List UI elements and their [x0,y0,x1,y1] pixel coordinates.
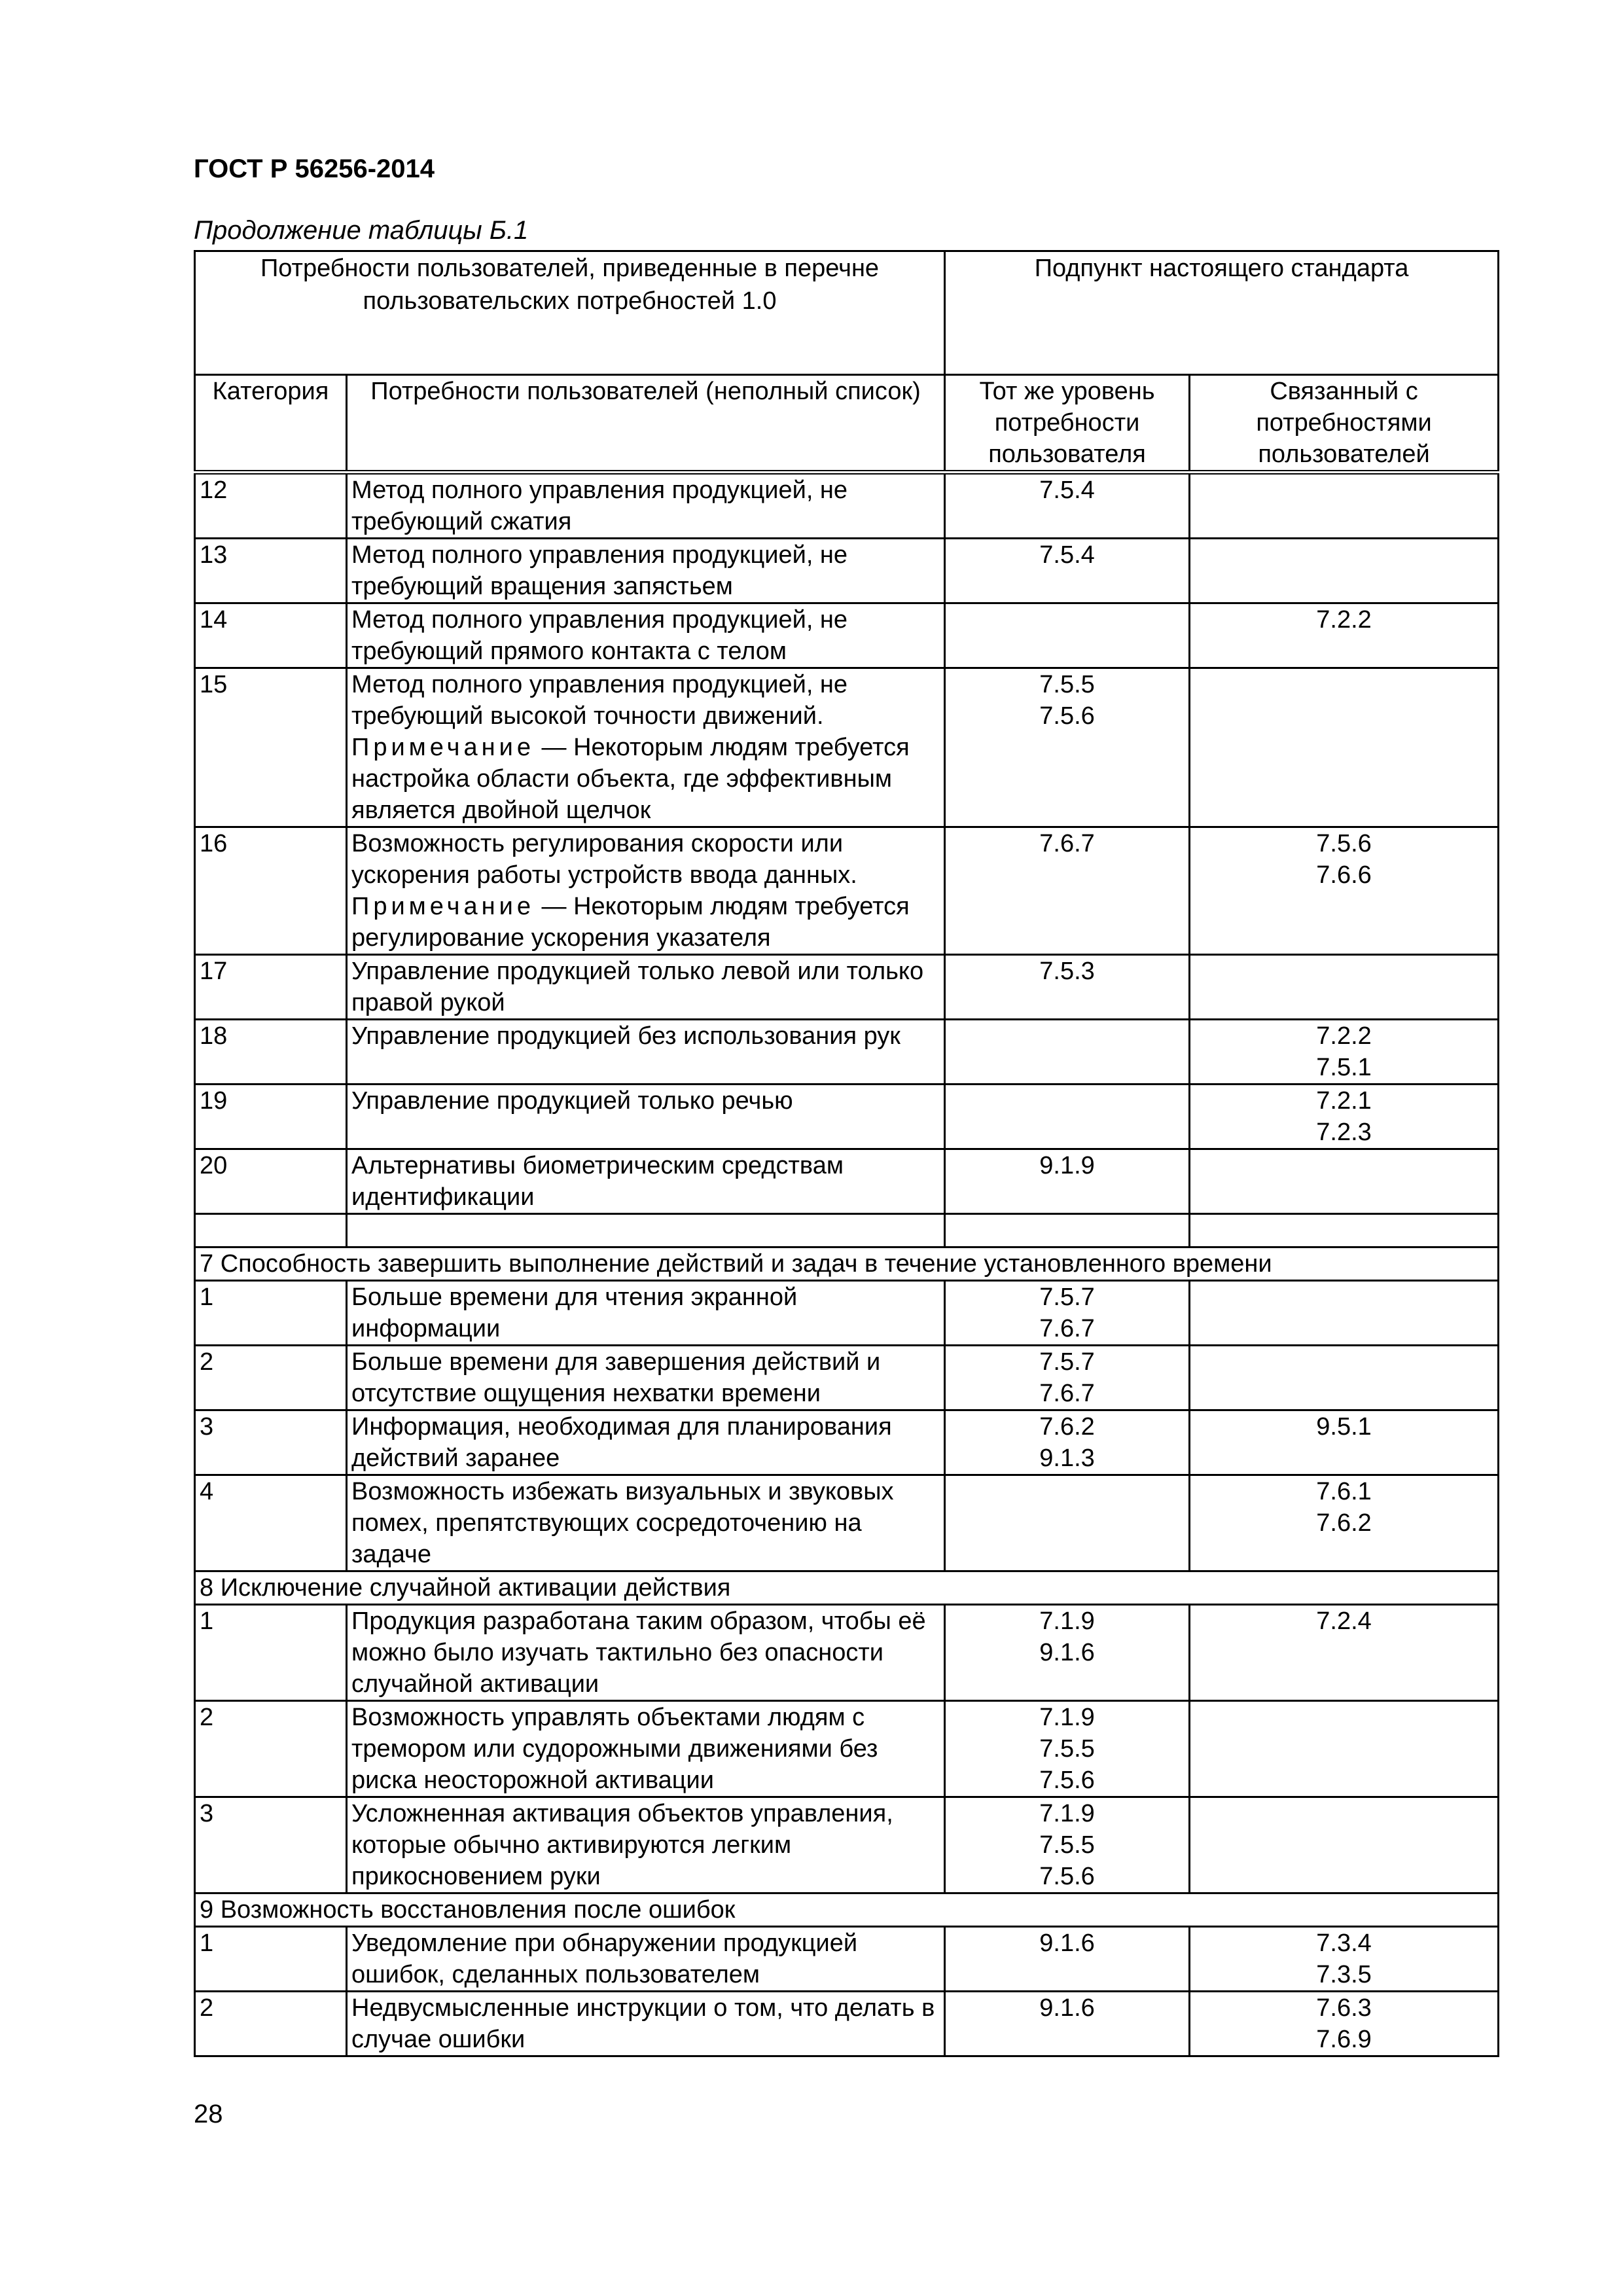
row-same-level: 7.6.7 [945,827,1190,955]
row-need-text [347,473,945,539]
section-title: 7 Способность завершить выполнение действий и задач в течение установленного времени [195,1247,1499,1281]
table-row [195,1085,1499,1149]
section-title: 8 Исключение случайной активации действия [195,1571,1499,1605]
row-same-level: 7.5.7 7.6.7 [945,1346,1190,1410]
need-text: Метод полного управления продукцией, не требующий высокой точности движений. [351,671,848,730]
row-related [1190,473,1499,539]
need-text: Возможность управлять объектами людям с тремором или судорожными движениями без риска неосторожной активации [351,1704,878,1794]
empty-cell [347,1214,945,1247]
row-same-level: 7.5.3 [945,955,1190,1020]
row-same-level: 9.1.9 [945,1149,1190,1214]
table-row [195,603,1499,668]
document-code: ГОСТ Р 56256-2014 [194,154,435,183]
row-related [1190,539,1499,603]
need-text: Продукция разработана таким образом, чтобы её можно было изучать тактильно без опасности случайной активации [351,1607,926,1698]
need-text: Управление продукцией только левой или только правой рукой [351,958,924,1016]
row-need-text [347,1797,945,1893]
row-number: 17 [195,955,347,1020]
row-number: 16 [195,827,347,955]
row-need-text [347,955,945,1020]
row-related: 7.2.2 [1190,603,1499,668]
row-note [351,732,940,826]
row-related: 9.5.1 [1190,1410,1499,1475]
table-row [195,473,1499,539]
header-group-needs: Потребности пользователей, приведенные в перечне пользовательских потребностей 1.0 [195,251,945,375]
row-number: 15 [195,668,347,827]
header-same-level: Тот же уровень потребности пользователя [945,375,1190,473]
empty-cell [945,1214,1190,1247]
row-number: 4 [195,1475,347,1571]
row-related: 7.5.6 7.6.6 [1190,827,1499,955]
table-row [195,539,1499,603]
need-text: Усложненная активация объектов управления, которые обычно активируются легким прикосновением руки [351,1800,893,1890]
row-need-text [347,1701,945,1797]
row-same-level: 7.6.2 9.1.3 [945,1410,1190,1475]
need-text: Больше времени для чтения экранной информации [351,1283,798,1342]
row-need-text [347,1346,945,1410]
row-same-level: 7.1.9 7.5.5 7.5.6 [945,1701,1190,1797]
table-row [195,827,1499,955]
row-need-text [347,1605,945,1701]
row-related [1190,1701,1499,1797]
row-need-text [347,539,945,603]
row-number: 14 [195,603,347,668]
row-need-text [347,603,945,668]
row-number: 1 [195,1281,347,1346]
header-row-columns [195,375,1499,473]
row-number: 2 [195,1346,347,1410]
need-text: Метод полного управления продукцией, не требующий прямого контакта с телом [351,606,848,665]
header-needs: Потребности пользователей (неполный список) [347,375,945,473]
row-same-level: 7.5.4 [945,473,1190,539]
row-number: 12 [195,473,347,539]
need-text: Больше времени для завершения действий и отсутствие ощущения нехватки времени [351,1348,881,1407]
row-same-level [945,1475,1190,1571]
row-number: 2 [195,1701,347,1797]
row-need-text [347,1149,945,1214]
row-related: 7.6.1 7.6.2 [1190,1475,1499,1571]
row-need-text [347,668,945,827]
row-related: 7.2.4 [1190,1605,1499,1701]
need-text: Информация, необходимая для планирования действий заранее [351,1413,892,1472]
row-same-level [945,1020,1190,1085]
section-row [195,1247,1499,1281]
row-number: 20 [195,1149,347,1214]
page-number: 28 [194,2100,223,2128]
note-label: Примечание [351,734,535,761]
section-row [195,1893,1499,1927]
note-text: — Некоторым людям требуется регулирование ускорения указателя [351,893,910,952]
row-number: 3 [195,1410,347,1475]
row-related [1190,1149,1499,1214]
empty-row [195,1214,1499,1247]
row-number: 1 [195,1927,347,1992]
table-caption: Продолжение таблицы Б.1 [194,216,529,245]
row-number: 1 [195,1605,347,1701]
table-row [195,1020,1499,1085]
row-same-level [945,1085,1190,1149]
header-row-group [195,251,1499,375]
table-row [195,1797,1499,1893]
note-text: — Некоторым людям требуется настройка области объекта, где эффективным является двойной щелчок [351,734,910,824]
requirements-table [194,250,1499,2057]
row-need-text [347,1020,945,1085]
table-row [195,955,1499,1020]
table-row [195,668,1499,827]
row-related [1190,1346,1499,1410]
row-related [1190,668,1499,827]
note-label: Примечание [351,893,535,920]
row-same-level: 7.5.7 7.6.7 [945,1281,1190,1346]
empty-cell [195,1214,347,1247]
row-same-level: 7.5.4 [945,539,1190,603]
header-related: Связанный с потребностями пользователей [1190,375,1499,473]
row-same-level: 9.1.6 [945,1992,1190,2056]
row-need-text [347,1281,945,1346]
table-row [195,1992,1499,2056]
row-need-text [347,1410,945,1475]
need-text: Возможность регулирования скорости или ускорения работы устройств ввода данных. [351,830,857,889]
row-related: 7.3.4 7.3.5 [1190,1927,1499,1992]
table-row [195,1475,1499,1571]
row-number: 2 [195,1992,347,2056]
row-need-text [347,1992,945,2056]
need-text: Недвусмысленные инструкции о том, что делать в случае ошибки [351,1994,935,2053]
section-title: 9 Возможность восстановления после ошибок [195,1893,1499,1927]
row-same-level: 7.5.5 7.5.6 [945,668,1190,827]
row-related [1190,955,1499,1020]
row-related: 7.2.2 7.5.1 [1190,1020,1499,1085]
need-text: Альтернативы биометрическим средствам идентификации [351,1152,844,1211]
row-need-text [347,1475,945,1571]
empty-cell [1190,1214,1499,1247]
need-text: Возможность избежать визуальных и звуковых помех, препятствующих сосредоточению на задаче [351,1478,894,1568]
section-row [195,1571,1499,1605]
table-row [195,1605,1499,1701]
row-related [1190,1797,1499,1893]
table-row [195,1701,1499,1797]
row-need-text [347,1085,945,1149]
need-text: Уведомление при обнаружении продукцией ошибок, сделанных пользователем [351,1929,858,1988]
need-text: Управление продукцией без использования рук [351,1022,901,1050]
table-row [195,1927,1499,1992]
header-category: Категория [195,375,347,473]
row-need-text [347,1927,945,1992]
row-number: 18 [195,1020,347,1085]
row-related [1190,1281,1499,1346]
row-number: 13 [195,539,347,603]
row-related: 7.2.1 7.2.3 [1190,1085,1499,1149]
row-same-level [945,603,1190,668]
row-number: 3 [195,1797,347,1893]
need-text: Управление продукцией только речью [351,1087,793,1115]
row-same-level: 7.1.9 7.5.5 7.5.6 [945,1797,1190,1893]
need-text: Метод полного управления продукцией, не требующий вращения запястьем [351,541,848,600]
table-row [195,1281,1499,1346]
row-note [351,891,940,954]
row-same-level: 9.1.6 [945,1927,1190,1992]
table-row [195,1149,1499,1214]
header-group-subclause: Подпункт настоящего стандарта [945,251,1499,375]
table-row [195,1410,1499,1475]
row-same-level: 7.1.9 9.1.6 [945,1605,1190,1701]
row-number: 19 [195,1085,347,1149]
need-text: Метод полного управления продукцией, не требующий сжатия [351,476,848,535]
row-need-text [347,827,945,955]
table-row [195,1346,1499,1410]
row-related: 7.6.3 7.6.9 [1190,1992,1499,2056]
